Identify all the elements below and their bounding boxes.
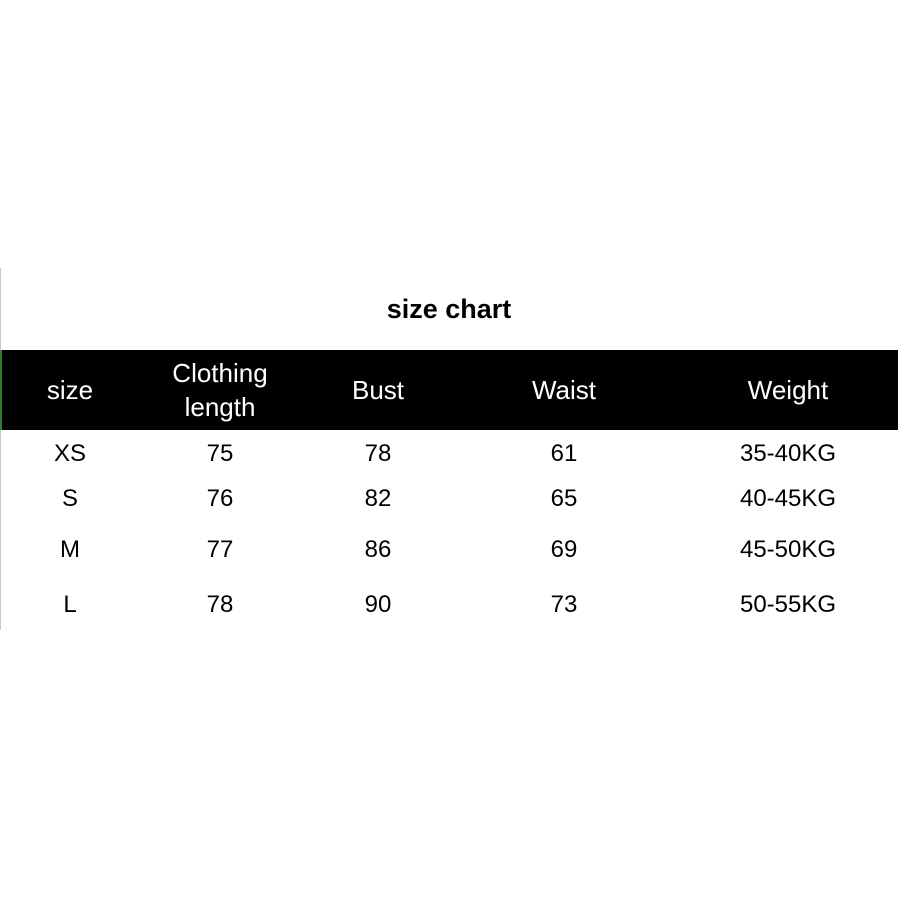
cell-weight: 35-40KG <box>739 440 837 467</box>
cell-bust: 78 <box>364 440 392 467</box>
table-row-s <box>0 481 898 517</box>
cell-size: S <box>61 485 78 512</box>
cell-clothing-length: 77 <box>206 536 234 563</box>
column-header-clothing-length-line2: length <box>184 392 256 422</box>
table-row-l <box>0 587 898 623</box>
table-row-xs <box>0 436 898 472</box>
column-header-bust: Bust <box>351 375 405 405</box>
cell-waist: 65 <box>550 485 578 512</box>
cell-bust: 90 <box>364 591 392 618</box>
cell-size: M <box>60 536 80 563</box>
chart-title: size chart <box>386 294 512 324</box>
cell-weight: 50-55KG <box>739 591 837 618</box>
cell-waist: 61 <box>550 440 578 467</box>
cell-weight: 45-50KG <box>739 536 837 563</box>
cell-size: XS <box>53 440 86 467</box>
cell-waist: 73 <box>550 591 578 618</box>
column-header-clothing-length <box>140 350 300 430</box>
cell-clothing-length: 78 <box>206 591 234 618</box>
column-header-clothing-length-line1: Clothing <box>172 358 268 388</box>
column-header-waist: Waist <box>531 375 597 405</box>
cell-size: L <box>63 591 77 618</box>
cell-weight: 40-45KG <box>739 485 837 512</box>
cell-clothing-length: 75 <box>206 440 234 467</box>
table-row-m <box>0 532 898 568</box>
cell-bust: 82 <box>364 485 392 512</box>
column-header-size: size <box>46 375 94 405</box>
cell-clothing-length: 76 <box>206 485 234 512</box>
cell-waist: 69 <box>550 536 578 563</box>
cell-bust: 86 <box>364 536 392 563</box>
column-header-weight: Weight <box>747 375 829 405</box>
